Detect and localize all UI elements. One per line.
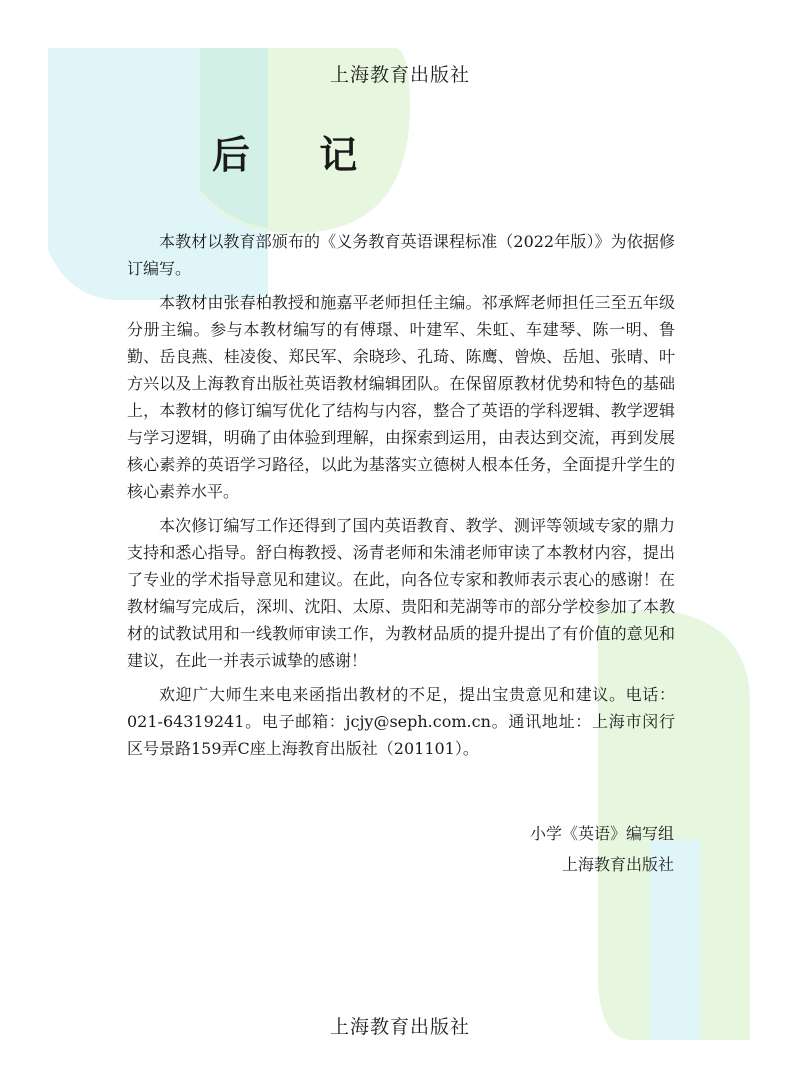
paragraph-acknowledgements: 本次修订编写工作还得到了国内英语教育、教学、测评等领域专家的鼎力支持和悉心指导。舒白梅教授、汤青老师和朱浦老师审读了本教材内容，提出了专业的学术指导意见和建议。在此，向各位专家和教师表示衷心的感谢！在教材编写完成后，深圳、沈阳、太原、贵阳和芜湖等市的部分学校参加了本教材的试教试用和一线教师审读工作，为教材品质的提升提出了有价值的意见和建议，在此一并表示诚挚的感谢！	[127, 516, 675, 670]
signature-block	[530, 818, 674, 880]
signature-group: 小学《英语》编写组	[529, 824, 674, 843]
footer-publisher: 上海教育出版社	[329, 1016, 470, 1038]
body-text	[127, 228, 675, 769]
paragraph-editors: 本教材由张春柏教授和施嘉平老师担任主编。祁承辉老师担任三至五年级分册主编。参与本教材编写的有傅璟、叶建军、朱虹、车建琴、陈一明、鲁勤、岳良燕、桂凌俊、郑民军、余晓珍、孔琦、陈鹰、曾焕、岳旭、张晴、叶方兴以及上海教育出版社英语教材编辑团队。在保留原教材优势和特色的基础上，本教材的修订编写优化了结构与内容，整合了英语的学科逻辑、教学逻辑与学习逻辑，明确了由体验到理解，由探索到运用，由表达到交流，再到发展核心素养的英语学习路径，以此为基落实立德树人根本任务，全面提升学生的核心素养水平。	[127, 293, 675, 501]
paragraph-basis: 本教材以教育部颁布的《义务教育英语课程标准（2022年版）》为依据修订编写。	[127, 232, 675, 278]
paragraph-contact: 欢迎广大师生来电来函指出教材的不足，提出宝贵意见和建议。电话：021-64319241。电子邮箱：jcjy@seph.com.cn。通讯地址：上海市闵行区号景路159弄C座上海教育出版社（201101）。	[127, 685, 675, 758]
page-title: 后 记	[212, 132, 386, 177]
signature-publisher: 上海教育出版社	[561, 855, 674, 874]
header-publisher: 上海教育出版社	[329, 64, 470, 86]
